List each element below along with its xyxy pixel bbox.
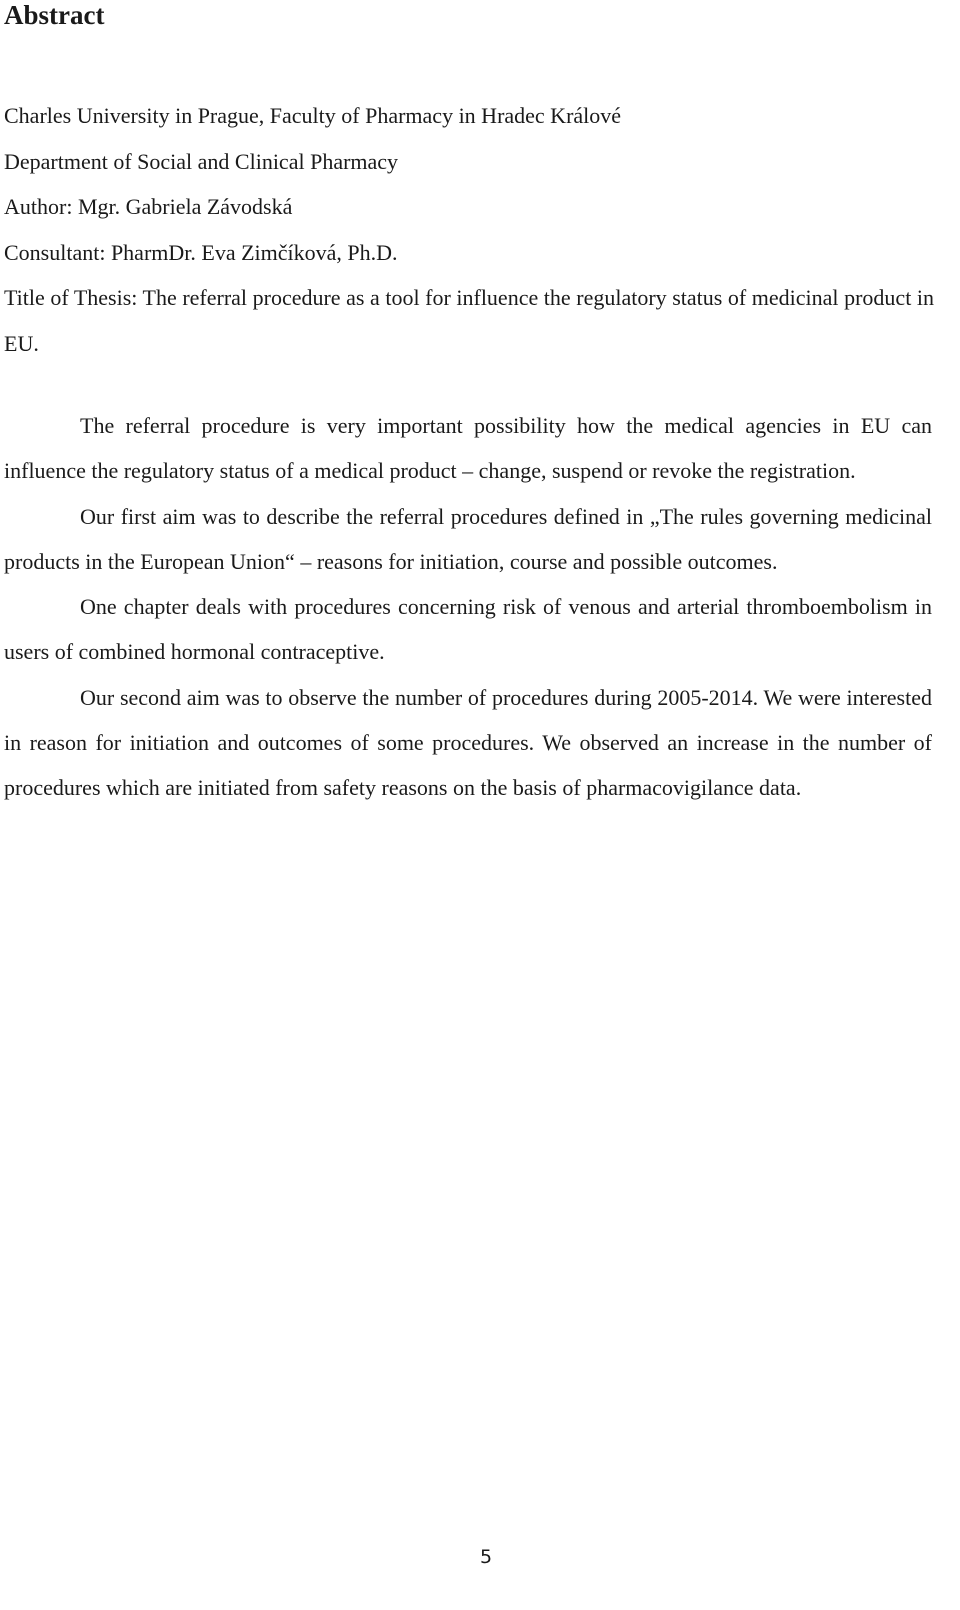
abstract-body [4,403,932,811]
consultant-line: Consultant: PharmDr. Eva Zimčíková, Ph.D. [4,239,398,265]
page-number: 5 [479,1546,493,1568]
abstract-paragraph-1: The referral procedure is very important possibility how the medical agencies in EU can influence the regulatory status of a medical product – change, suspend or revoke the registration. [4,413,932,484]
department-line: Department of Social and Clinical Pharmacy [4,148,399,174]
author-line: Author: Mgr. Gabriela Závodská [4,194,293,219]
abstract-paragraph-2: Our first aim was to describe the referral procedures defined in „The rules governing medicinal products in the European Union“ – reasons for initiation, course and possible outcomes. [4,503,932,574]
thesis-title-line: Title of Thesis: The referral procedure as a tool for influence the regulatory status of medicinal product in EU. [4,285,934,356]
abstract-heading: Abstract [4,0,105,30]
abstract-paragraph-3: One chapter deals with procedures concerning risk of venous and arterial thromboembolism in users of combined hormonal contraceptive. [4,594,932,665]
university-line: Charles University in Prague, Faculty of Pharmacy in Hradec Králové [4,103,622,128]
abstract-paragraph-4: Our second aim was to observe the number of procedures during 2005-2014. We were interested in reason for initiation and outcomes of some procedures. We observed an increase in the number of procedures which are initiated from safety reasons on the basis of pharmacovigilance data. [4,684,932,801]
thesis-metadata [4,93,934,366]
